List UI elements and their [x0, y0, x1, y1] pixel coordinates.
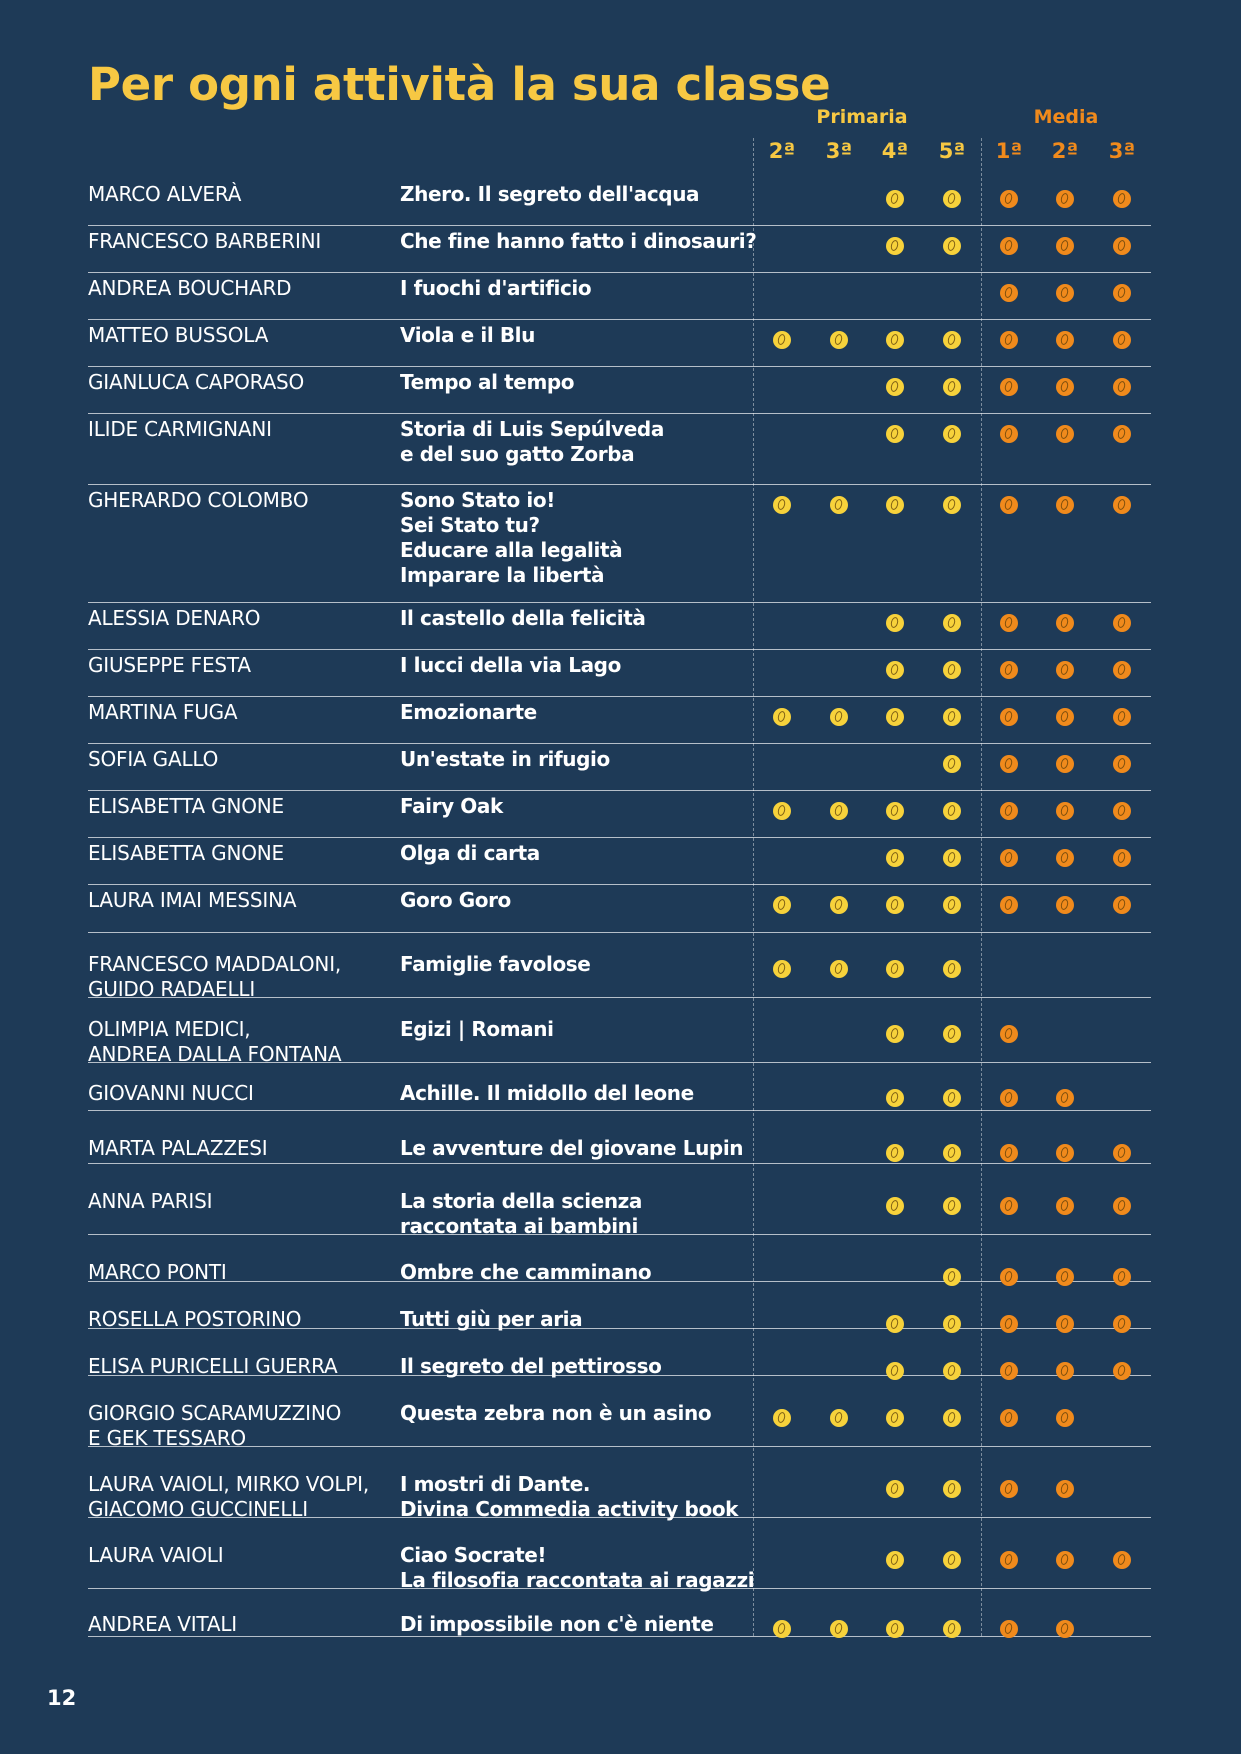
activity-title	[400, 1401, 760, 1426]
scribble-circle-icon	[1056, 849, 1074, 867]
scribble-circle-icon	[886, 1551, 904, 1569]
activity-title	[400, 276, 760, 301]
author-line: GIOVANNI NUCCI	[88, 1081, 254, 1105]
scribble-circle-icon	[1056, 1268, 1074, 1286]
activity-line: Divina Commedia activity book	[400, 1497, 739, 1521]
author-line: ROSELLA POSTORINO	[88, 1307, 302, 1331]
author-line: GIUSEPPE FESTA	[88, 653, 251, 677]
scribble-circle-icon	[1000, 1409, 1018, 1427]
scribble-circle-icon	[1113, 896, 1131, 914]
author-name	[88, 1543, 388, 1568]
activity-line: Questa zebra non è un asino	[400, 1401, 712, 1425]
scribble-circle-icon	[830, 496, 848, 514]
author-name	[88, 1612, 388, 1637]
scribble-circle-icon	[830, 802, 848, 820]
scribble-circle-icon	[886, 708, 904, 726]
scribble-circle-icon	[1113, 496, 1131, 514]
scribble-circle-icon	[1000, 190, 1018, 208]
author-name	[88, 606, 388, 631]
scribble-circle-icon	[886, 1197, 904, 1215]
row-divider	[88, 413, 1151, 414]
scribble-circle-icon	[1056, 614, 1074, 632]
author-name	[88, 952, 388, 1002]
scribble-circle-icon	[1056, 661, 1074, 679]
scribble-circle-icon	[943, 1089, 961, 1107]
scribble-circle-icon	[1000, 1362, 1018, 1380]
scribble-circle-icon	[1056, 284, 1074, 302]
row-divider	[88, 743, 1151, 744]
scribble-circle-icon	[830, 1620, 848, 1638]
activity-line: Un'estate in rifugio	[400, 747, 610, 771]
scribble-circle-icon	[943, 378, 961, 396]
scribble-circle-icon	[1056, 896, 1074, 914]
class-header-media-3: 3ª	[1108, 139, 1136, 163]
activity-title	[400, 653, 760, 678]
activity-line: Viola e il Blu	[400, 323, 535, 347]
row-divider	[88, 1110, 1151, 1111]
scribble-circle-icon	[886, 1409, 904, 1427]
activity-title	[400, 1612, 760, 1637]
activity-line: Sei Stato tu?	[400, 513, 540, 537]
author-name	[88, 1260, 388, 1285]
author-line: ALESSIA DENARO	[88, 606, 261, 630]
scribble-circle-icon	[773, 331, 791, 349]
scribble-circle-icon	[1000, 284, 1018, 302]
row-divider	[88, 319, 1151, 320]
author-line: GIACOMO GUCCINELLI	[88, 1497, 308, 1521]
scribble-circle-icon	[943, 425, 961, 443]
scribble-circle-icon	[1000, 896, 1018, 914]
scribble-circle-icon	[1113, 1197, 1131, 1215]
scribble-circle-icon	[1113, 1315, 1131, 1333]
class-header-primaria-5: 5ª	[938, 139, 966, 163]
author-line: LAURA IMAI MESSINA	[88, 888, 297, 912]
activity-title	[400, 747, 760, 772]
scribble-circle-icon	[773, 1409, 791, 1427]
scribble-circle-icon	[1000, 378, 1018, 396]
scribble-circle-icon	[1113, 331, 1131, 349]
activity-line: Zhero. Il segreto dell'acqua	[400, 182, 700, 206]
class-header-primaria-2: 2ª	[768, 139, 796, 163]
author-line: ELISA PURICELLI GUERRA	[88, 1354, 338, 1378]
activity-title	[400, 1307, 760, 1332]
scribble-circle-icon	[1113, 802, 1131, 820]
scribble-circle-icon	[943, 1409, 961, 1427]
scribble-circle-icon	[886, 1144, 904, 1162]
activity-line: Il segreto del pettirosso	[400, 1354, 662, 1378]
scribble-circle-icon	[1000, 802, 1018, 820]
group-label-primaria: Primaria	[816, 106, 908, 128]
row-divider	[88, 366, 1151, 367]
scribble-circle-icon	[943, 237, 961, 255]
activity-line: Che fine hanno fatto i dinosauri?	[400, 229, 757, 253]
scribble-circle-icon	[1113, 755, 1131, 773]
activity-title	[400, 1189, 760, 1239]
activity-title	[400, 417, 760, 467]
scribble-circle-icon	[1056, 802, 1074, 820]
activity-title	[400, 606, 760, 631]
scribble-circle-icon	[886, 1362, 904, 1380]
scribble-circle-icon	[1056, 1089, 1074, 1107]
class-header-primaria-4: 4ª	[881, 139, 909, 163]
activity-title	[400, 1354, 760, 1379]
author-name	[88, 1081, 388, 1106]
activity-line: I lucci della via Lago	[400, 653, 621, 677]
scribble-circle-icon	[886, 190, 904, 208]
scribble-circle-icon	[1113, 237, 1131, 255]
scribble-circle-icon	[1056, 378, 1074, 396]
scribble-circle-icon	[886, 661, 904, 679]
scribble-circle-icon	[1000, 1620, 1018, 1638]
activity-title	[400, 1017, 760, 1042]
scribble-circle-icon	[886, 802, 904, 820]
activity-line: Tempo al tempo	[400, 370, 575, 394]
scribble-circle-icon	[1056, 190, 1074, 208]
scribble-circle-icon	[1000, 1315, 1018, 1333]
scribble-circle-icon	[1056, 425, 1074, 443]
scribble-circle-icon	[886, 237, 904, 255]
scribble-circle-icon	[1000, 1551, 1018, 1569]
author-line: MARCO PONTI	[88, 1260, 227, 1284]
scribble-circle-icon	[1113, 1144, 1131, 1162]
author-line: GIORGIO SCARAMUZZINO	[88, 1401, 342, 1425]
scribble-circle-icon	[943, 496, 961, 514]
scribble-circle-icon	[886, 614, 904, 632]
scribble-circle-icon	[943, 1315, 961, 1333]
row-divider	[88, 225, 1151, 226]
author-name	[88, 1017, 388, 1067]
scribble-circle-icon	[943, 1268, 961, 1286]
scribble-circle-icon	[773, 708, 791, 726]
activity-line: Famiglie favolose	[400, 952, 591, 976]
scribble-circle-icon	[943, 755, 961, 773]
activity-title	[400, 841, 760, 866]
author-line: MARCO ALVERÀ	[88, 182, 242, 206]
scribble-circle-icon	[943, 1362, 961, 1380]
scribble-circle-icon	[1000, 1144, 1018, 1162]
activity-title	[400, 1472, 760, 1522]
scribble-circle-icon	[943, 896, 961, 914]
scribble-circle-icon	[886, 496, 904, 514]
scribble-circle-icon	[1000, 755, 1018, 773]
scribble-circle-icon	[886, 960, 904, 978]
author-line: SOFIA GALLO	[88, 747, 219, 771]
activity-title	[400, 323, 760, 348]
scribble-circle-icon	[1000, 496, 1018, 514]
scribble-circle-icon	[1000, 1480, 1018, 1498]
scribble-circle-icon	[943, 960, 961, 978]
author-line: OLIMPIA MEDICI,	[88, 1017, 251, 1041]
activity-line: Achille. Il midollo del leone	[400, 1081, 694, 1105]
author-name	[88, 1401, 388, 1451]
scribble-circle-icon	[1113, 661, 1131, 679]
author-line: ANDREA BOUCHARD	[88, 276, 292, 300]
author-line: FRANCESCO BARBERINI	[88, 229, 322, 253]
author-name	[88, 794, 388, 819]
media-separator	[981, 138, 982, 1636]
scribble-circle-icon	[1056, 1551, 1074, 1569]
scribble-circle-icon	[773, 960, 791, 978]
author-line: GUIDO RADAELLI	[88, 977, 256, 1001]
scribble-circle-icon	[773, 896, 791, 914]
scribble-circle-icon	[943, 1144, 961, 1162]
scribble-circle-icon	[1113, 849, 1131, 867]
activity-line: Emozionarte	[400, 700, 537, 724]
activity-line: Egizi | Romani	[400, 1017, 554, 1041]
scribble-circle-icon	[1056, 237, 1074, 255]
scribble-circle-icon	[943, 1197, 961, 1215]
scribble-circle-icon	[1000, 661, 1018, 679]
activity-line: Di impossibile non c'è niente	[400, 1612, 714, 1636]
author-name	[88, 229, 388, 254]
scribble-circle-icon	[886, 1089, 904, 1107]
scribble-circle-icon	[1113, 284, 1131, 302]
activity-title	[400, 229, 760, 254]
scribble-circle-icon	[1056, 1362, 1074, 1380]
author-name	[88, 1189, 388, 1214]
author-name	[88, 700, 388, 725]
row-divider	[88, 837, 1151, 838]
scribble-circle-icon	[943, 1551, 961, 1569]
activity-title	[400, 1260, 760, 1285]
scribble-circle-icon	[1000, 1197, 1018, 1215]
scribble-circle-icon	[943, 1025, 961, 1043]
author-name	[88, 1472, 388, 1522]
author-line: MARTA PALAZZESI	[88, 1136, 268, 1160]
author-name	[88, 276, 388, 301]
author-name	[88, 1136, 388, 1161]
scribble-circle-icon	[1056, 708, 1074, 726]
author-name	[88, 417, 388, 442]
scribble-circle-icon	[886, 849, 904, 867]
author-line: MATTEO BUSSOLA	[88, 323, 269, 347]
author-name	[88, 841, 388, 866]
activity-line: La storia della scienza	[400, 1189, 642, 1213]
activity-line: Storia di Luis Sepúlveda	[400, 417, 664, 441]
scribble-circle-icon	[886, 331, 904, 349]
scribble-circle-icon	[1056, 755, 1074, 773]
scribble-circle-icon	[830, 960, 848, 978]
scribble-circle-icon	[1056, 1315, 1074, 1333]
scribble-circle-icon	[1000, 1268, 1018, 1286]
activity-line: Tutti giù per aria	[400, 1307, 583, 1331]
scribble-circle-icon	[830, 331, 848, 349]
scribble-circle-icon	[773, 496, 791, 514]
scribble-circle-icon	[1113, 190, 1131, 208]
author-name	[88, 653, 388, 678]
author-name	[88, 488, 388, 513]
row-divider	[88, 1163, 1151, 1164]
author-name	[88, 323, 388, 348]
author-line: FRANCESCO MADDALONI,	[88, 952, 342, 976]
author-line: ELISABETTA GNONE	[88, 794, 284, 818]
scribble-circle-icon	[1113, 1268, 1131, 1286]
scribble-circle-icon	[1000, 1089, 1018, 1107]
scribble-circle-icon	[1056, 1620, 1074, 1638]
scribble-circle-icon	[773, 1620, 791, 1638]
scribble-circle-icon	[886, 1480, 904, 1498]
scribble-circle-icon	[886, 896, 904, 914]
activity-line: La filosofia raccontata ai ragazzi	[400, 1568, 755, 1592]
scribble-circle-icon	[943, 849, 961, 867]
author-line: GHERARDO COLOMBO	[88, 488, 309, 512]
activity-title	[400, 952, 760, 977]
activity-line: Imparare la libertà	[400, 563, 605, 587]
scribble-circle-icon	[1113, 378, 1131, 396]
scribble-circle-icon	[886, 1315, 904, 1333]
row-divider	[88, 272, 1151, 273]
scribble-circle-icon	[886, 1025, 904, 1043]
scribble-circle-icon	[1056, 1144, 1074, 1162]
row-divider	[88, 932, 1151, 933]
row-divider	[88, 884, 1151, 885]
author-line: GIANLUCA CAPORASO	[88, 370, 305, 394]
activity-title	[400, 700, 760, 725]
author-name	[88, 370, 388, 395]
scribble-circle-icon	[1113, 708, 1131, 726]
scribble-circle-icon	[943, 614, 961, 632]
activity-line: Ciao Socrate!	[400, 1543, 547, 1567]
scribble-circle-icon	[1056, 1197, 1074, 1215]
scribble-circle-icon	[830, 896, 848, 914]
author-line: LAURA VAIOLI, MIRKO VOLPI,	[88, 1472, 370, 1496]
activity-line: Fairy Oak	[400, 794, 503, 818]
activity-title	[400, 1136, 760, 1161]
row-divider	[88, 696, 1151, 697]
scribble-circle-icon	[1056, 1480, 1074, 1498]
author-line: ELISABETTA GNONE	[88, 841, 284, 865]
row-divider	[88, 484, 1151, 485]
scribble-circle-icon	[830, 1409, 848, 1427]
author-name	[88, 182, 388, 207]
scribble-circle-icon	[1000, 237, 1018, 255]
activity-line: Educare alla legalità	[400, 538, 623, 562]
activity-title	[400, 888, 760, 913]
scribble-circle-icon	[1113, 614, 1131, 632]
scribble-circle-icon	[1056, 496, 1074, 514]
scribble-circle-icon	[943, 190, 961, 208]
activity-title	[400, 1081, 760, 1106]
activity-line: raccontata ai bambini	[400, 1214, 638, 1238]
row-divider	[88, 649, 1151, 650]
scribble-circle-icon	[830, 708, 848, 726]
activity-title	[400, 370, 760, 395]
scribble-circle-icon	[943, 802, 961, 820]
activity-line: Sono Stato io!	[400, 488, 555, 512]
scribble-circle-icon	[886, 378, 904, 396]
activity-line: e del suo gatto Zorba	[400, 442, 635, 466]
scribble-circle-icon	[1113, 425, 1131, 443]
author-line: ILIDE CARMIGNANI	[88, 417, 272, 441]
author-line: ANDREA DALLA FONTANA	[88, 1042, 342, 1066]
scribble-circle-icon	[1000, 331, 1018, 349]
scribble-circle-icon	[1113, 1362, 1131, 1380]
author-name	[88, 1354, 388, 1379]
page-title: Per ogni attività la sua classe	[88, 58, 831, 111]
activity-title	[400, 182, 760, 207]
author-name	[88, 747, 388, 772]
scribble-circle-icon	[886, 1620, 904, 1638]
author-name	[88, 888, 388, 913]
class-header-media-2: 2ª	[1051, 139, 1079, 163]
author-name	[88, 1307, 388, 1332]
row-divider	[88, 602, 1151, 603]
activity-line: I fuochi d'artificio	[400, 276, 592, 300]
activity-line: Ombre che camminano	[400, 1260, 652, 1284]
activity-line: Il castello della felicità	[400, 606, 646, 630]
scribble-circle-icon	[943, 331, 961, 349]
scribble-circle-icon	[1000, 849, 1018, 867]
scribble-circle-icon	[943, 661, 961, 679]
activity-line: Goro Goro	[400, 888, 511, 912]
scribble-circle-icon	[886, 425, 904, 443]
activity-title	[400, 794, 760, 819]
scribble-circle-icon	[773, 802, 791, 820]
group-label-media: Media	[1033, 106, 1099, 128]
scribble-circle-icon	[1056, 1409, 1074, 1427]
row-divider	[88, 790, 1151, 791]
scribble-circle-icon	[1000, 1025, 1018, 1043]
scribble-circle-icon	[943, 1480, 961, 1498]
activity-line: Le avventure del giovane Lupin	[400, 1136, 744, 1160]
author-line: ANDREA VITALI	[88, 1612, 237, 1636]
scribble-circle-icon	[1000, 425, 1018, 443]
scribble-circle-icon	[1000, 614, 1018, 632]
scribble-circle-icon	[943, 708, 961, 726]
author-line: LAURA VAIOLI	[88, 1543, 224, 1567]
author-line: E GEK TESSARO	[88, 1426, 246, 1450]
scribble-circle-icon	[1113, 1551, 1131, 1569]
author-line: ANNA PARISI	[88, 1189, 213, 1213]
activity-title	[400, 1543, 760, 1593]
page-number: 12	[47, 1686, 77, 1710]
class-header-primaria-3: 3ª	[825, 139, 853, 163]
activity-line: Olga di carta	[400, 841, 540, 865]
author-line: MARTINA FUGA	[88, 700, 238, 724]
scribble-circle-icon	[1056, 331, 1074, 349]
scribble-circle-icon	[1000, 708, 1018, 726]
activity-title	[400, 488, 760, 588]
activity-line: I mostri di Dante.	[400, 1472, 591, 1496]
class-header-media-1: 1ª	[995, 139, 1023, 163]
scribble-circle-icon	[943, 1620, 961, 1638]
